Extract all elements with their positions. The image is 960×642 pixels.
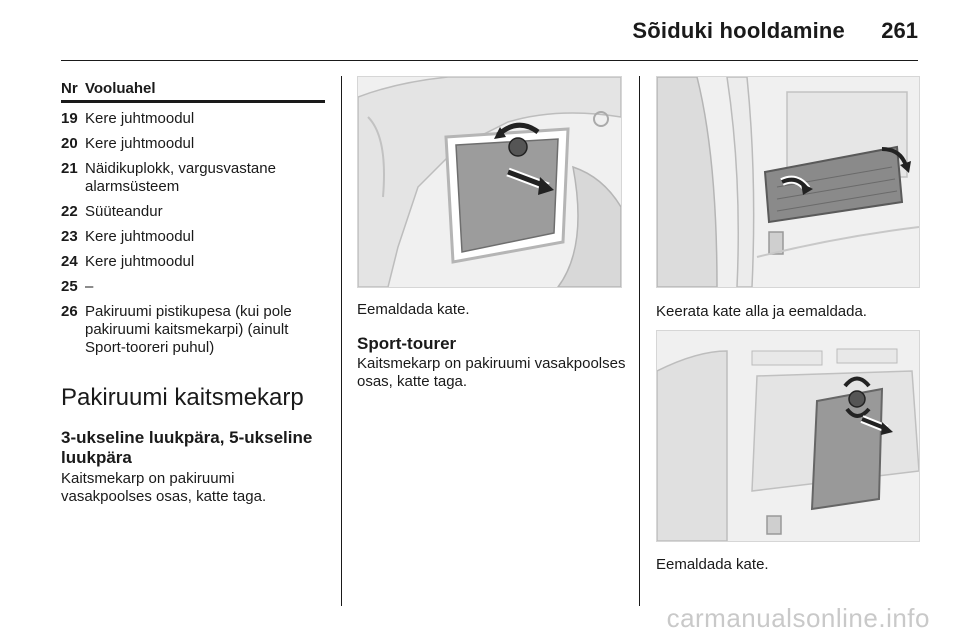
- page-number: 261: [881, 18, 918, 43]
- row-nr: 23: [61, 228, 78, 245]
- right-caption-bottom: Eemaldada kate.: [656, 556, 769, 573]
- column-divider-right: [639, 76, 640, 606]
- right-caption-top: Keerata kate alla ja eemaldada.: [656, 303, 867, 320]
- row-nr: 20: [61, 135, 78, 152]
- header-nr: Nr: [61, 80, 78, 97]
- row-text: Kere juhtmoodul: [85, 110, 195, 127]
- section-subtitle: 3-ukseline luukpära, 5-ukseline luukpära: [61, 428, 313, 467]
- illustration-rotate-cover: [656, 76, 920, 288]
- row-nr: 19: [61, 110, 78, 127]
- column-divider-left: [341, 76, 342, 606]
- row-text: Näidikuplokk, vargusvastane alarmsüsteem: [85, 160, 276, 195]
- section-body: Kaitsmekarp on pakiruumi vasakpoolses osas, katte taga.: [61, 470, 267, 505]
- row-text: Kere juhtmoodul: [85, 228, 195, 245]
- rotate-cover-drawing: [657, 77, 919, 287]
- table-row: [61, 278, 325, 296]
- page-header-title: Sõiduki hooldamine: [632, 18, 845, 43]
- table-row: [61, 203, 325, 221]
- row-nr: 26: [61, 303, 78, 320]
- fuse-table-header: [61, 80, 325, 103]
- row-text: Kere juhtmoodul: [85, 135, 195, 152]
- row-text: –: [85, 278, 94, 295]
- illustration-remove-cover: [656, 330, 920, 542]
- row-text: Pakiruumi pistikupesa (kui pole pakiruumi kaitsmekarpi) (ainult Sport-tooreri puhul): [85, 303, 292, 356]
- table-row: [61, 228, 325, 246]
- illustration-trunk-cover: [357, 76, 622, 288]
- row-nr: 25: [61, 278, 78, 295]
- table-row: [61, 135, 325, 153]
- table-row: [61, 160, 325, 196]
- row-text: Kere juhtmoodul: [85, 253, 195, 270]
- table-row: [61, 110, 325, 128]
- header-rule: [61, 60, 918, 61]
- trunk-cover-drawing: [358, 77, 621, 287]
- row-nr: 21: [61, 160, 78, 177]
- left-column: [61, 80, 325, 506]
- section-title: Pakiruumi kaitsmekarp: [61, 384, 304, 411]
- table-row: [61, 253, 325, 271]
- middle-caption: Eemaldada kate.: [357, 301, 470, 318]
- watermark: carmanualsonline.info: [666, 603, 930, 633]
- remove-cover-drawing: [657, 331, 919, 541]
- header-circuit: Vooluahel: [85, 80, 156, 97]
- fuse-table-body: [61, 110, 325, 357]
- row-text: Süüteandur: [85, 203, 163, 220]
- sport-tourer-body: Kaitsmekarp on pakiruumi vasakpoolses osas, katte taga.: [357, 355, 626, 390]
- sport-tourer-title: Sport-tourer: [357, 334, 457, 353]
- row-nr: 24: [61, 253, 78, 270]
- row-nr: 22: [61, 203, 78, 220]
- table-row: [61, 303, 325, 357]
